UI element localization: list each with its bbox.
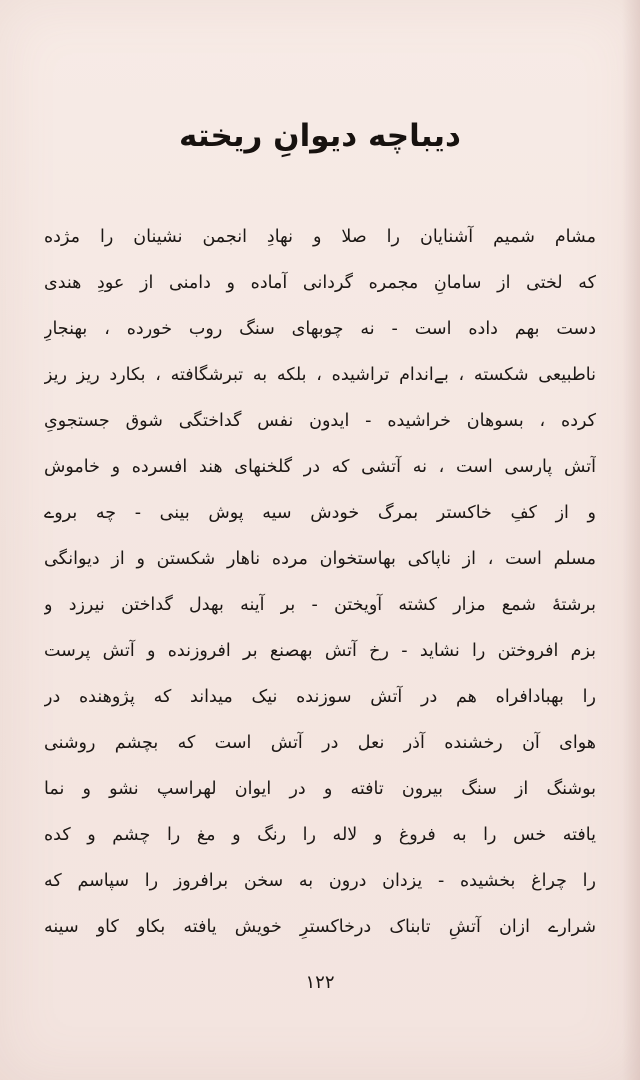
text-line: شرارے ازان آتشِ تابناک درخاکسترِ خویش یافته بکاو کاو سینه [44, 917, 596, 937]
text-line: دست بهم داده است - نه چوبهای سنگ روب خورده ، بهنجارِ [44, 319, 596, 339]
text-line: را چراغ بخشیده - یزدان درون به سخن برافروز را سپاسم که [44, 871, 596, 891]
text-line: آتش پارسی است ، نه آتشی که در گلخنهای هند افسرده و خاموش [44, 457, 596, 477]
text-line: ناطبیعی شکسته ، بےاندام تراشیده ، بلکه به تبرشگافته ، بکارد ریز ریز [44, 365, 596, 385]
text-line: مشام شمیم آشنایان را صلا و نهادِ انجمن نشینان را مژده [44, 227, 596, 247]
body-text [44, 214, 596, 950]
text-line: یافته خس را به فروغ و لاله را رنگ و مغ را چشم و کده [44, 825, 596, 845]
text-line: برشتهٔ شمع مزار کشته آویختن - بر آینه بهدل گداختن نیرزد و [44, 595, 596, 615]
text-line: کرده ، بسوهان خراشیده - ایدون نفس گداختگی شوق جستجویِ [44, 411, 596, 431]
page-number: ۱۲۲ [305, 972, 335, 993]
text-line: و از کفِ خاکستر بمرگ خودش سیه پوش بینی - چه بروے [44, 503, 596, 523]
text-line: مسلم است ، از ناپاکی بهاستخوان مرده ناهار شکستن و از دیوانگی [44, 549, 596, 569]
page-edge-shadow [622, 0, 640, 1080]
text-line: را بهبادافراه هم در آتش سوزنده نیک میداند که پژوهنده در [44, 687, 596, 707]
text-line: بزم افروختن را نشاید - رخ آتش بهصنع بر افروزنده و آتش پرست [44, 641, 596, 661]
page-heading: دیباچه دیوانِ ریخته [179, 118, 461, 154]
text-line: که لختی از سامانِ مجمره گردانی آماده و دامنی از عودِ هندی [44, 273, 596, 293]
text-line: هوای آن رخشنده آذر نعل در آتش است که بچشم روشنی [44, 733, 596, 753]
text-line: بوشنگ از سنگ بیرون تافته و در ایوان لهراسپ نشو و نما [44, 779, 596, 799]
